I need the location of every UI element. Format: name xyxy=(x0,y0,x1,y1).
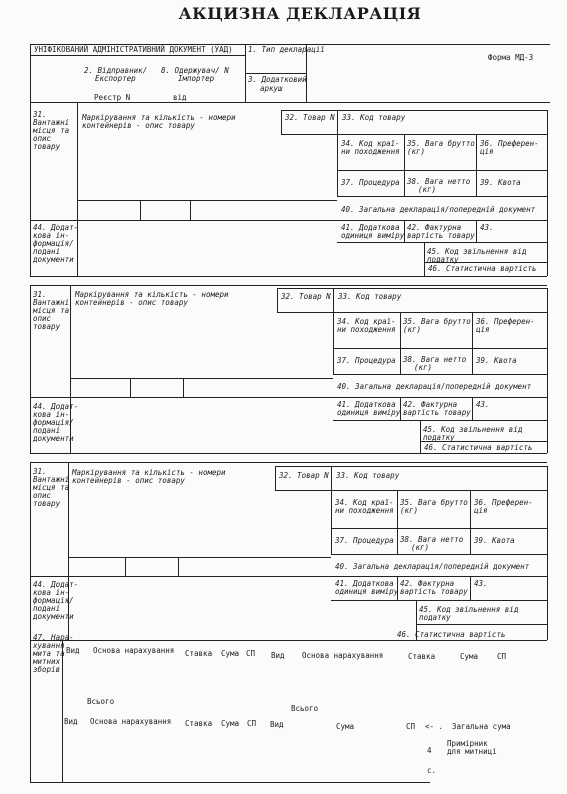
b1-f42-a: 42. Фактурна xyxy=(407,223,462,232)
b3-f35-b: (кг) xyxy=(400,506,419,515)
b3-f34-b: ни походження xyxy=(335,506,394,515)
b1-f46: 46. Статистична вартість xyxy=(428,264,537,273)
b2-f35-b: (кг) xyxy=(403,325,422,334)
col-suma-2: Сума xyxy=(460,652,479,661)
b1-f38-a: 38. Вага нетто xyxy=(407,177,471,186)
reestr-label: Реєстр N xyxy=(94,93,131,102)
b3-f41-a: 41. Додаткова xyxy=(335,579,394,588)
b1-f36-a: 36. Преферен- xyxy=(480,139,539,148)
b2-marking-l1: Маркірування та кількість - номери xyxy=(75,290,229,299)
b2-31-l2: Вантажні xyxy=(33,298,70,307)
page-title: АКЦИЗНА ДЕКЛАРАЦІЯ xyxy=(178,4,422,23)
b2-f36-a: 36. Преферен- xyxy=(476,317,535,326)
b1-f42-b: вартість товару xyxy=(407,231,475,240)
arrow-mark: <- . xyxy=(425,722,444,731)
b2-f32: 32. Товар N xyxy=(281,292,331,301)
field-2-label-a: 2. Відправник/ xyxy=(84,66,148,75)
b1-44-l1: 44. Додат- xyxy=(33,223,79,232)
b2-f42-a: 42. Фактурна xyxy=(403,400,458,409)
b3-f45-a: 45. Код звільнення від xyxy=(419,605,519,614)
col-sp-4: СП xyxy=(406,722,416,731)
b1-marking-l2: контейнерів - опис товару xyxy=(82,121,195,130)
b2-f33: 33. Код товару xyxy=(338,292,402,301)
b3-31-l1: 31. xyxy=(33,467,47,476)
b3-f33: 33. Код товару xyxy=(336,471,400,480)
b3-31-l3: місця та xyxy=(33,483,70,492)
vsogo-2: Всього xyxy=(291,704,319,713)
b2-f34-b: ни походження xyxy=(337,325,396,334)
b3-f36-a: 36. Преферен- xyxy=(474,498,533,507)
b1-31-l4: опис xyxy=(33,134,52,143)
col-sp-1: СП xyxy=(246,649,256,658)
b1-f33: 33. Код товару xyxy=(342,113,406,122)
b3-f46: 46. Статистична вартість xyxy=(397,630,506,639)
b2-44-l3: формація/ xyxy=(33,418,74,427)
col-osnova-1: Основа нарахування xyxy=(93,646,175,655)
b3-44-l1: 44. Додат- xyxy=(33,580,79,589)
b3-f38-b: (кг) xyxy=(411,543,430,552)
col-sp-3: СП xyxy=(247,719,257,728)
b3-f43: 43. xyxy=(474,579,488,588)
b1-f35-b: (кг) xyxy=(407,147,426,156)
b1-31-l5: товару xyxy=(33,142,61,151)
b3-f36-b: ція xyxy=(474,506,488,515)
page-mark: с. xyxy=(427,766,437,775)
b2-44-l5: документи xyxy=(33,434,74,443)
b3-31-l5: товару xyxy=(33,499,61,508)
b1-f35-a: 35. Вага брутто xyxy=(407,139,475,148)
total-sum-label: Загальна сума xyxy=(452,722,511,731)
copy-label-1: Примірник xyxy=(447,739,488,748)
b2-f45-b: податку xyxy=(423,433,455,442)
b1-f39: 39. Квота xyxy=(480,178,521,187)
field-3-label-a: 3. Додатковий xyxy=(248,75,307,84)
b1-f40: 40. Загальна декларація/попередній документ xyxy=(341,205,536,214)
b2-f41-b: одиниця виміру xyxy=(337,408,401,417)
b2-f38-a: 38. Вага нетто xyxy=(403,355,467,364)
b1-f43: 43. xyxy=(480,223,494,232)
col-vid-3: Вид xyxy=(64,717,78,726)
b3-f34-a: 34. Код краї- xyxy=(335,498,394,507)
field-8-label-b: Імпортер xyxy=(178,74,215,83)
b2-f37: 37. Процедура xyxy=(337,356,396,365)
b2-f40: 40. Загальна декларація/попередній документ xyxy=(337,382,532,391)
b2-44-l2: кова ін- xyxy=(33,410,70,419)
b2-f46: 46. Статистична вартість xyxy=(424,443,533,452)
b3-f45-b: податку xyxy=(419,613,451,622)
b1-f37: 37. Процедура xyxy=(341,178,400,187)
vid-label: від xyxy=(173,93,187,102)
col-stavka-2: Ставка xyxy=(408,652,436,661)
b3-f42-b: вартість товару xyxy=(400,587,468,596)
col-vid-1: Вид xyxy=(66,646,80,655)
field-2-label-b: Експортер xyxy=(95,74,136,83)
b3-f38-a: 38. Вага нетто xyxy=(400,535,464,544)
col-suma-1: Сума xyxy=(221,649,240,658)
uad-label: УНІФІКОВАНИЙ АДМІНІСТРАТИВНИЙ ДОКУМЕНТ (УАД) xyxy=(34,45,233,54)
vsogo-1: Всього xyxy=(87,697,115,706)
b1-marking-l1: Маркірування та кількість - номери xyxy=(82,113,236,122)
b47-l5: зборів xyxy=(33,665,61,674)
b3-f32: 32. Товар N xyxy=(279,471,329,480)
b2-f34-a: 34. Код краї- xyxy=(337,317,396,326)
b3-marking-l2: контейнерів - опис товару xyxy=(72,476,185,485)
b1-f34-a: 34. Код краї- xyxy=(341,139,400,148)
b1-f45-a: 45. Код звільнення від xyxy=(427,247,527,256)
copy-label-2: для митниці xyxy=(447,747,497,756)
b47-l2: хування xyxy=(33,641,65,650)
copy-number: 4 xyxy=(427,746,432,755)
b3-f40: 40. Загальна декларація/попередній документ xyxy=(335,562,530,571)
b3-31-l4: опис xyxy=(33,491,52,500)
field-3-label-b: аркуш xyxy=(260,84,283,93)
b1-f41-a: 41. Додаткова xyxy=(341,223,400,232)
b3-f42-a: 42. Фактурна xyxy=(400,579,455,588)
b3-f37: 37. Процедура xyxy=(335,536,394,545)
b1-f32: 32. Товар N xyxy=(285,113,335,122)
b47-l4: митних xyxy=(33,657,61,666)
b2-f36-b: ція xyxy=(476,325,490,334)
field-8-label-a: 8. Одержувач/ N xyxy=(161,66,229,75)
b3-f41-b: одиниця виміру xyxy=(335,587,399,596)
b2-31-l4: опис xyxy=(33,314,52,323)
b1-44-l3: формація/ xyxy=(33,239,74,248)
col-sp-2: СП xyxy=(497,652,507,661)
col-suma-3: Сума xyxy=(221,719,240,728)
b3-f39: 39. Квота xyxy=(474,536,515,545)
b1-31-l3: місця та xyxy=(33,126,70,135)
b2-f35-a: 35. Вага брутто xyxy=(403,317,471,326)
b2-f41-a: 41. Додаткова xyxy=(337,400,396,409)
b3-31-l2: Вантажні xyxy=(33,475,70,484)
col-osnova-2: Основа нарахування xyxy=(302,651,384,660)
b1-44-l5: документи xyxy=(33,255,74,264)
b2-f39: 39. Квота xyxy=(476,356,517,365)
b2-f38-b: (кг) xyxy=(414,363,433,372)
b1-31-l2: Вантажні xyxy=(33,118,70,127)
col-suma-4: Сума xyxy=(336,722,355,731)
b47-l3: мита та xyxy=(33,649,65,658)
col-stavka-3: Ставка xyxy=(185,719,213,728)
b1-f41-b: одиниця виміру xyxy=(341,231,405,240)
form-code: Форма МД-3 xyxy=(488,53,534,62)
b3-marking-l1: Маркірування та кількість - номери xyxy=(72,468,226,477)
b3-44-l5: документи xyxy=(33,612,74,621)
b2-44-l4: подані xyxy=(33,426,61,435)
b2-31-l1: 31. xyxy=(33,290,47,299)
b3-44-l3: формація/ xyxy=(33,596,74,605)
col-stavka-1: Ставка xyxy=(185,649,213,658)
b3-44-l4: подані xyxy=(33,604,61,613)
b1-31-l1: 31. xyxy=(33,110,47,119)
col-vid-4: Вид xyxy=(270,720,284,729)
b1-f34-b: ни походження xyxy=(341,147,400,156)
b2-f45-a: 45. Код звільнення від xyxy=(423,425,523,434)
b2-31-l3: місця та xyxy=(33,306,70,315)
b1-f38-b: (кг) xyxy=(418,185,437,194)
b2-f43: 43. xyxy=(476,400,490,409)
b3-44-l2: кова ін- xyxy=(33,588,70,597)
field-1-label: 1. Тип декларації xyxy=(248,45,325,54)
b47-l1: 47. Нара- xyxy=(33,633,74,642)
b1-44-l4: подані xyxy=(33,247,61,256)
b2-marking-l2: контейнерів - опис товару xyxy=(75,298,188,307)
col-osnova-3: Основа нарахування xyxy=(90,717,172,726)
b1-f45-b: податку xyxy=(427,255,459,264)
b2-44-l1: 44. Додат- xyxy=(33,402,79,411)
b2-31-l5: товару xyxy=(33,322,61,331)
b1-44-l2: кова ін- xyxy=(33,231,70,240)
b3-f35-a: 35. Вага брутто xyxy=(400,498,468,507)
b2-f42-b: вартість товару xyxy=(403,408,471,417)
b1-f36-b: ція xyxy=(480,147,494,156)
col-vid-2: Вид xyxy=(271,651,285,660)
